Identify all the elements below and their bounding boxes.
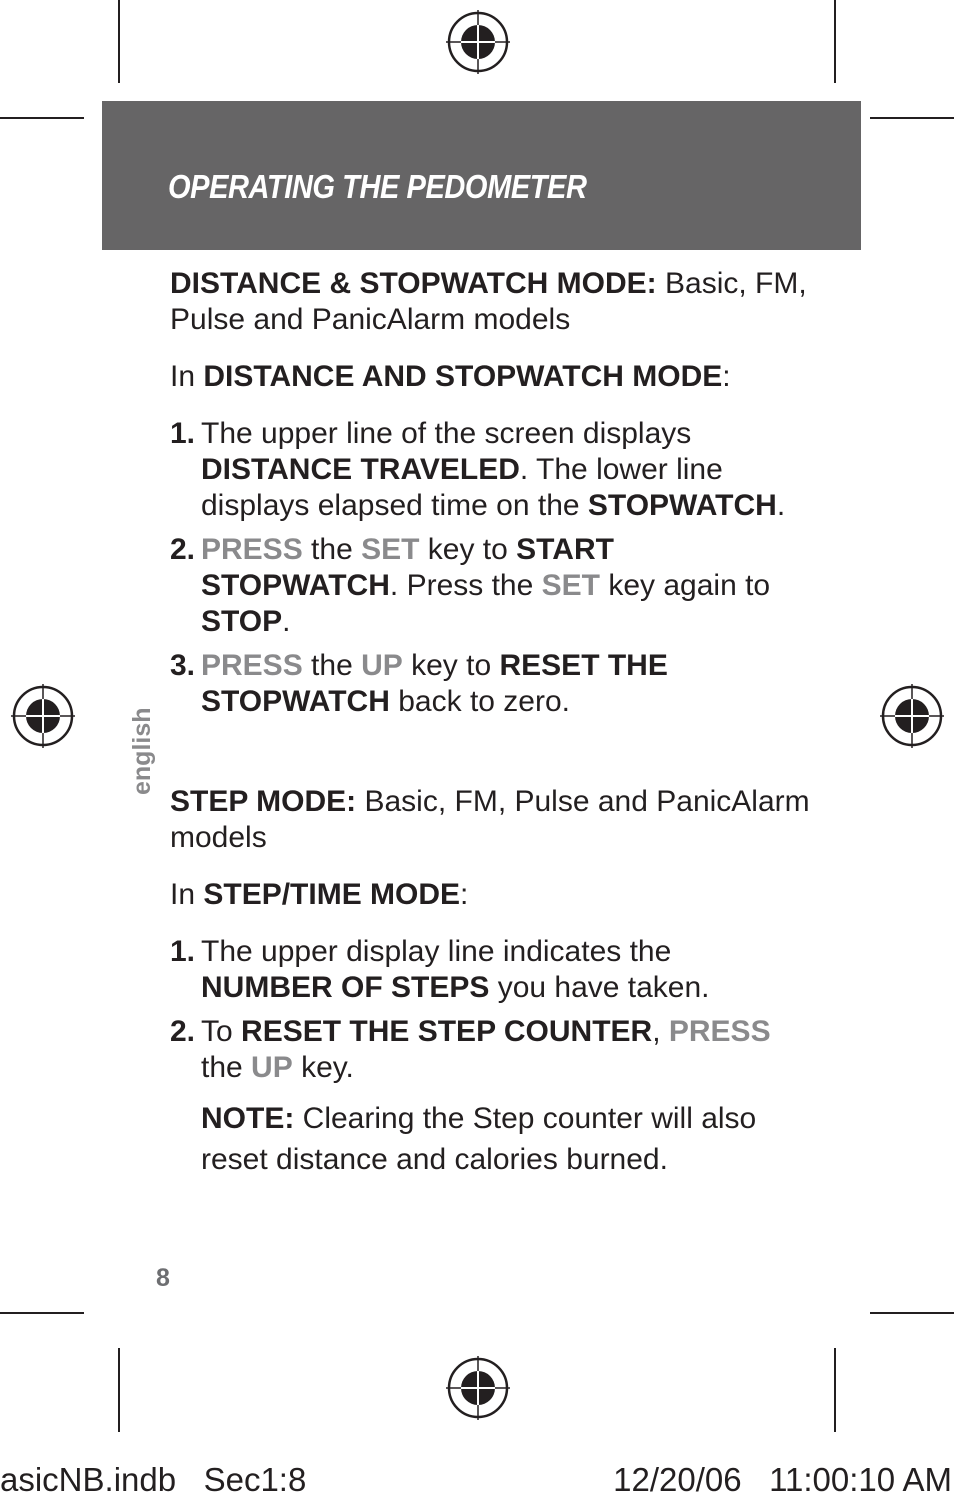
- page-number: 8: [156, 1264, 170, 1292]
- registration-mark-top-icon: [446, 10, 510, 74]
- crop-mark-bottom-left-vertical: [118, 1348, 120, 1432]
- page-title: OPERATING THE PEDOMETER: [168, 168, 587, 205]
- distance-step-2: 2. PRESS the SET key to START STOPWATCH. Press the SET key again to STOP.: [170, 533, 771, 638]
- crop-mark-top-right-vertical: [834, 0, 836, 83]
- slug-timestamp: 12/20/06 11:00:10 AM: [613, 1461, 952, 1498]
- registration-mark-bottom-icon: [446, 1356, 510, 1420]
- language-side-label: english: [128, 707, 156, 795]
- registration-mark-left-icon: [11, 684, 75, 748]
- crop-mark-bottom-right-vertical: [834, 1348, 836, 1432]
- distance-mode-intro: In DISTANCE AND STOPWATCH MODE:: [170, 360, 731, 393]
- crop-mark-top-left-horizontal: [0, 117, 84, 119]
- distance-step-3: 3. PRESS the UP key to RESET THE STOPWATCH back to zero.: [170, 649, 668, 718]
- registration-mark-right-icon: [880, 684, 944, 748]
- step-note: NOTE: Clearing the Step counter will also reset distance and calories burned.: [201, 1102, 757, 1176]
- slug-file-info: asicNB.indb Sec1:8: [0, 1461, 307, 1498]
- crop-mark-top-right-horizontal: [870, 117, 954, 119]
- distance-mode-heading: DISTANCE & STOPWATCH MODE: Basic, FM, Pulse and PanicAlarm models: [170, 267, 807, 336]
- step-mode-intro: In STEP/TIME MODE:: [170, 878, 469, 911]
- step-step-2: 2. To RESET THE STEP COUNTER, PRESS the UP key.: [170, 1015, 771, 1084]
- distance-step-1: 1. The upper line of the screen displays DISTANCE TRAVELED. The lower line displays elapsed time on the STOPWATCH.: [170, 417, 786, 522]
- main-content: [170, 266, 810, 1180]
- crop-mark-bottom-left-horizontal: [0, 1312, 84, 1314]
- step-mode-heading: STEP MODE: Basic, FM, Pulse and PanicAlarm models: [170, 785, 810, 854]
- crop-mark-top-left-vertical: [118, 0, 120, 83]
- crop-mark-bottom-right-horizontal: [870, 1312, 954, 1314]
- step-step-1: 1. The upper display line indicates the NUMBER OF STEPS you have taken.: [170, 935, 710, 1004]
